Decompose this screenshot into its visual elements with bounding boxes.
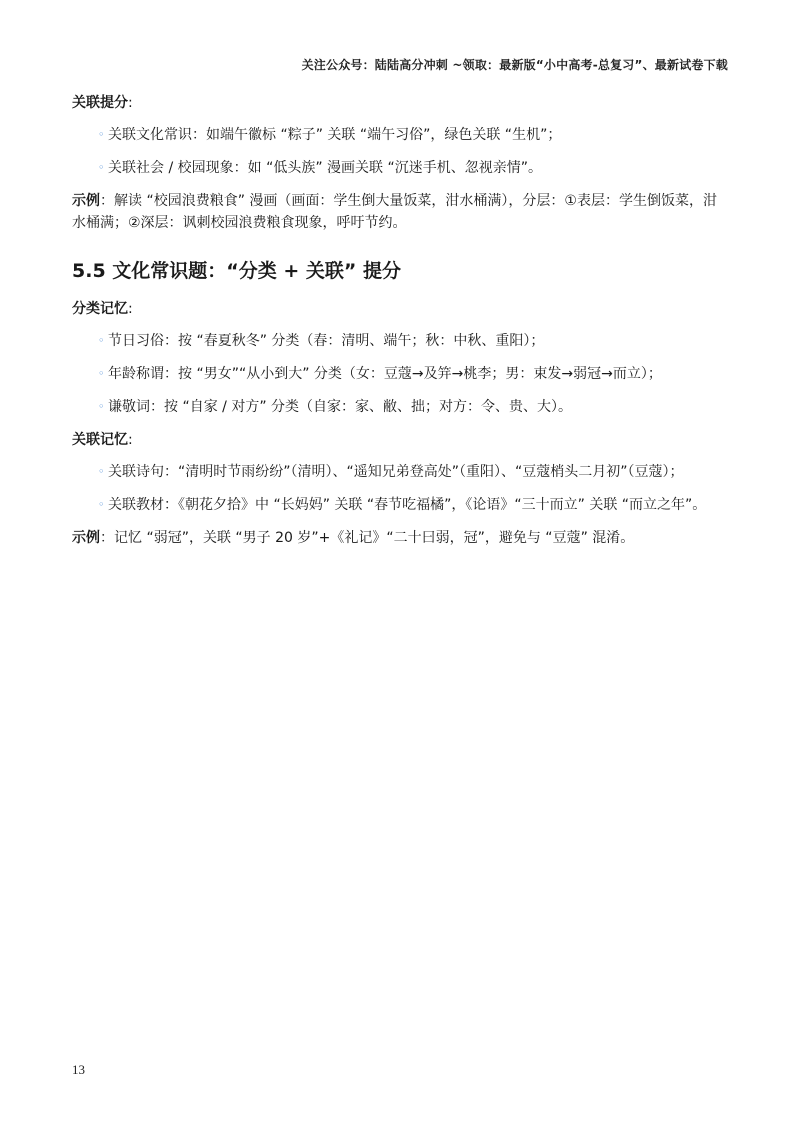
list-item-text: 谦敬词：按 “自家 / 对方” 分类（自家：家、敝、拙；对方：令、贵、大）。 [108, 399, 573, 415]
bullet-icon: ◦ [98, 367, 105, 380]
list-item [72, 157, 728, 179]
bullet-icon: ◦ [98, 400, 105, 413]
bullet-icon: ◦ [98, 465, 105, 478]
list-item-text: 关联文化常识：如端午徽标 “粽子” 关联 “端午习俗”，绿色关联 “生机”； [108, 127, 562, 143]
association-memory-colon: : [128, 432, 133, 448]
bullet-icon: ◦ [98, 161, 105, 174]
section-title: 5.5 文化常识题：“分类 + 关联” 提分 [72, 260, 402, 282]
bullet-icon: ◦ [98, 128, 105, 141]
related-scoring-heading [72, 92, 728, 114]
list-item-text: 关联教材：《朝花夕拾》中 “长妈妈” 关联 “春节吃福橘”，《论语》“三十而立” 关联 “而立之年”。 [108, 497, 707, 513]
related-scoring-list [72, 124, 728, 179]
association-memory-list [72, 461, 728, 516]
example-paragraph [72, 190, 728, 234]
classification-memory-heading [72, 298, 728, 320]
list-item [72, 461, 728, 483]
related-scoring-label: 关联提分 [72, 95, 128, 111]
classification-memory-list [72, 330, 728, 418]
association-memory-heading [72, 429, 728, 451]
list-item-text: 节日习俗：按 “春夏秋冬” 分类（春：清明、端午；秋：中秋、重阳）； [108, 333, 545, 349]
example-label: 示例 [72, 530, 100, 546]
bullet-icon: ◦ [98, 498, 105, 511]
classification-memory-label: 分类记忆 [72, 301, 128, 317]
example-text: ：记忆 “弱冠”，关联 “男子 20 岁”+《礼记》“二十曰弱，冠”，避免与 “豆蔻” 混淆。 [100, 530, 635, 546]
list-item [72, 124, 728, 146]
example-text: ：解读 “校园浪费粮食” 漫画（画面：学生倒大量饭菜，泔水桶满），分层：①表层：学生倒饭菜，泔水桶满；②深层：讽刺校园浪费粮食现象，呼吁节约。 [72, 193, 717, 231]
list-item-text: 关联社会 / 校园现象：如 “低头族” 漫画关联 “沉迷手机、忽视亲情”。 [108, 160, 542, 176]
related-scoring-colon: : [128, 95, 133, 111]
list-item-text: 年龄称谓：按 “男女”“从小到大” 分类（女：豆蔻→及笄→桃李；男：束发→弱冠→而立）； [108, 366, 662, 382]
list-item [72, 330, 728, 352]
list-item [72, 363, 728, 385]
association-memory-label: 关联记忆 [72, 432, 128, 448]
page-content [72, 92, 728, 561]
list-item [72, 396, 728, 418]
example-paragraph [72, 527, 728, 549]
list-item-text: 关联诗句：“清明时节雨纷纷”（清明）、“遥知兄弟登高处”（重阳）、“豆蔻梢头二月初”（豆蔻）； [108, 464, 684, 480]
page-header: 关注公众号：陆陆高分冲刺 ~领取：最新版“小中高考-总复习”、最新试卷下载 [301, 58, 728, 72]
page-number: 13 [72, 1062, 85, 1077]
classification-memory-colon: : [128, 301, 133, 317]
list-item [72, 494, 728, 516]
example-label: 示例 [72, 193, 100, 209]
bullet-icon: ◦ [98, 334, 105, 347]
